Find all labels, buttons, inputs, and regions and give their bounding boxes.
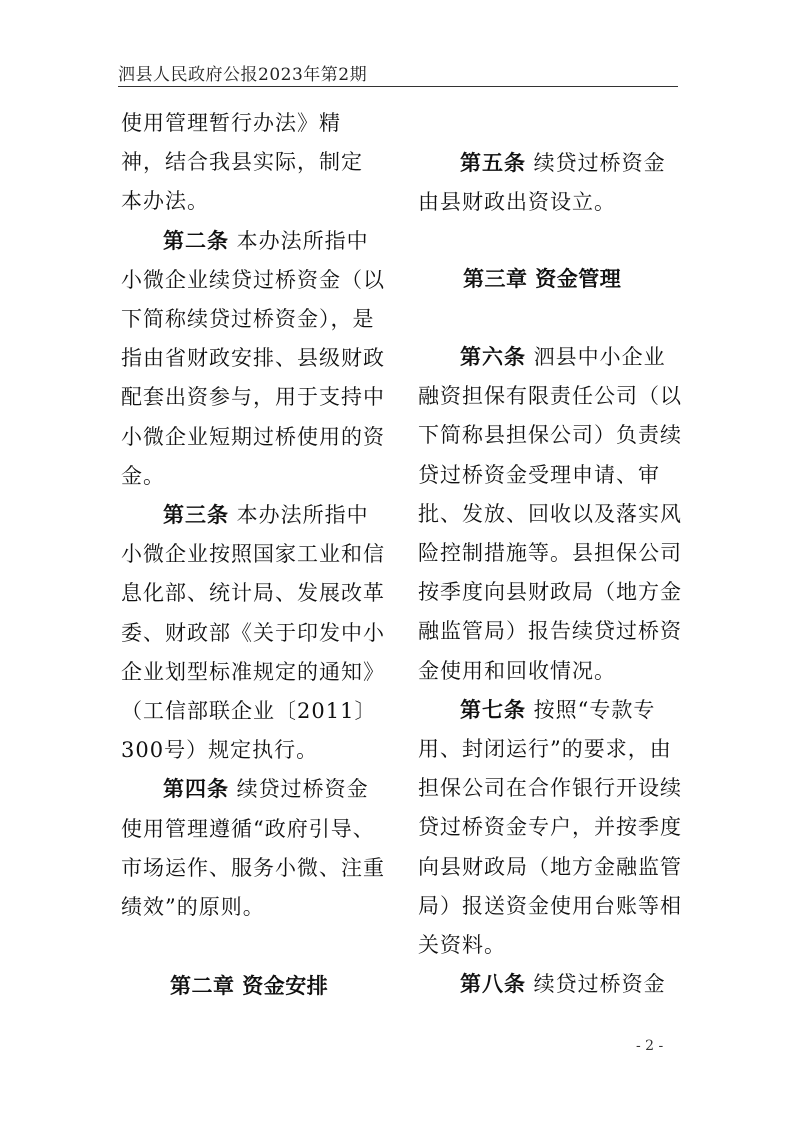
text-line: [418, 891, 682, 921]
text-line: [418, 616, 682, 646]
text-run: 指由省财政安排、县级财政: [121, 346, 385, 371]
text-line: [121, 578, 385, 608]
text-run: 小微企业续贷过桥资金（以: [121, 267, 385, 292]
text-run: 贷过桥资金专户，并按季度: [418, 815, 682, 840]
text-line: [121, 147, 363, 177]
text-run: 本办法所指中: [229, 228, 369, 253]
text-line: [121, 422, 385, 452]
text-line: [121, 814, 375, 844]
text-run: 批、发放、回收以及落实风: [418, 501, 682, 526]
text-run: 续贷过桥资金: [526, 972, 666, 997]
text-run: 息化部、统计局、发展改革: [121, 581, 385, 606]
text-run: 绩效”的原则。: [121, 895, 265, 919]
text-run: 贷过桥资金受理申请、审: [418, 462, 660, 487]
header-title: 泗县人民政府公报2023年第2期: [118, 65, 368, 85]
text-line: [418, 187, 616, 217]
text-run: 续贷过桥资金: [526, 151, 666, 175]
article-label: 第五条: [460, 151, 526, 175]
text-run: 市场运作、服务小微、注重: [121, 855, 385, 880]
text-run: 本办法所指中: [229, 503, 369, 527]
text-line: [121, 461, 165, 491]
text-line: [418, 460, 660, 490]
text-run: 担保公司在合作银行开设续: [418, 776, 682, 801]
text-run: 配套出资参与，用于支持中: [121, 385, 385, 410]
text-line: [121, 735, 318, 765]
text-run: （工信部联企业〔2011〕: [121, 699, 377, 723]
text-line: [121, 696, 376, 726]
text-line: [418, 577, 682, 607]
text-run: 险控制措施等。县担保公司: [418, 541, 682, 565]
text-run: 融监管局）报告续贷过桥资: [418, 619, 682, 644]
text-run: 泗县中小企业: [526, 345, 666, 369]
chapter-heading-3: 第三章 资金管理: [463, 267, 622, 291]
text-line: [121, 539, 385, 569]
text-run: 用、封闭运行”的要求，由: [418, 737, 672, 761]
text-line: [418, 773, 682, 803]
text-run: 按季度向县财政局（地方金: [418, 580, 682, 605]
text-run: 小微企业按照国家工业和信: [121, 542, 385, 567]
text-line: [121, 265, 385, 295]
text-line: [418, 656, 616, 686]
text-line: [460, 342, 666, 372]
text-line: [121, 618, 385, 648]
text-run: 企业划型标准规定的通知》: [121, 659, 385, 684]
article-label: 第四条: [163, 777, 229, 802]
text-line: [418, 420, 682, 450]
text-line: [121, 892, 265, 922]
text-run: 神，结合我县实际，制定: [121, 150, 363, 175]
text-line: [418, 930, 506, 960]
text-run: 下简称续贷过桥资金），是: [121, 307, 375, 331]
text-run: 由县财政出资设立。: [418, 190, 616, 214]
article-label: 第七条: [460, 697, 526, 722]
text-line: [121, 343, 385, 373]
text-line: [418, 852, 682, 882]
text-line: [121, 382, 385, 412]
text-run: 续贷过桥资金: [229, 777, 369, 802]
text-line: [163, 774, 369, 804]
text-line: [121, 108, 341, 138]
text-line: [460, 969, 666, 999]
text-run: 300号）规定执行。: [121, 738, 319, 763]
text-run: 向县财政局（地方金融监管: [418, 854, 682, 879]
text-line: [418, 812, 682, 842]
article-label: 第六条: [460, 345, 526, 369]
text-line: [121, 186, 209, 216]
text-run: 委、财政部《关于印发中小: [121, 620, 385, 645]
article-label: 第八条: [460, 972, 526, 997]
text-run: 按照“专款专: [526, 697, 656, 722]
page-header: [118, 56, 678, 87]
text-run: 融资担保有限责任公司（以: [418, 384, 682, 409]
text-line: [121, 853, 385, 883]
text-line: [121, 304, 375, 334]
article-label: 第三条: [163, 503, 229, 527]
page-number: - 2 -: [636, 1038, 664, 1054]
text-run: 本办法。: [121, 189, 209, 214]
text-run: 小微企业短期过桥使用的资: [121, 424, 385, 449]
text-line: [163, 226, 369, 256]
text-run: 关资料。: [418, 933, 506, 957]
text-line: [418, 381, 682, 411]
article-label: 第二条: [163, 228, 229, 253]
text-run: 金。: [121, 463, 165, 488]
text-run: 下简称县担保公司）负责续: [418, 423, 682, 448]
text-run: 金使用和回收情况。: [418, 658, 616, 683]
text-line: [418, 538, 682, 568]
text-line: [121, 657, 385, 687]
text-run: 局）报送资金使用台账等相: [418, 893, 682, 918]
text-run: 使用管理暂行办法》精: [121, 111, 341, 135]
text-line: [163, 500, 369, 530]
text-line: [418, 499, 682, 529]
text-run: 使用管理遵循“政府引导、: [121, 816, 375, 841]
text-line: [418, 734, 672, 764]
chapter-heading-2: 第二章 资金安排: [170, 974, 329, 998]
text-line: [460, 695, 655, 725]
text-line: [460, 148, 666, 178]
